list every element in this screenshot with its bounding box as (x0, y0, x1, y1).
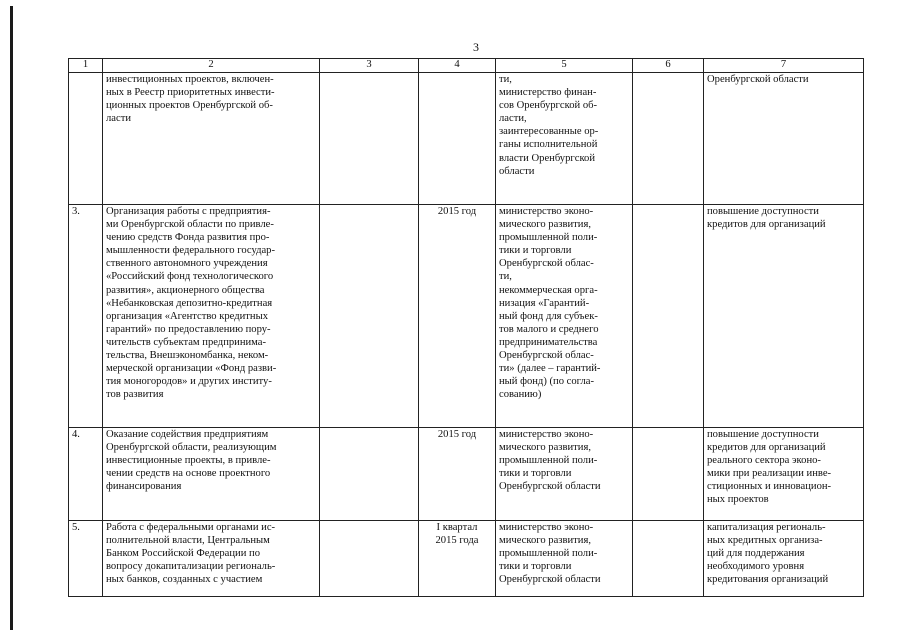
cell-col3 (320, 521, 419, 597)
cell-col6 (633, 428, 704, 521)
row-number: 5. (69, 521, 103, 597)
row-number: 4. (69, 428, 103, 521)
executors-cell (496, 521, 633, 597)
cell-col3 (320, 428, 419, 521)
header-cell-2: 2 (103, 59, 320, 73)
measures-table (68, 58, 864, 597)
term-text: 2015 год (419, 428, 496, 521)
header-row (69, 59, 864, 73)
cell-col6 (633, 73, 704, 205)
cell-col6 (633, 205, 704, 428)
row-number (69, 73, 103, 205)
header-cell-5: 5 (496, 59, 633, 73)
measure-text: Работа с федеральными органами ис- полнительной власти, Центральным Банком Российской Федерации по вопросу докапитализации региональ- ных банков, созданных с участием (106, 522, 276, 586)
measure-text: инвестиционных проектов, включен- ных в Реестр приоритетных инвести- ционных проектов Оренбургской об- ласти (103, 73, 320, 205)
cell-col3 (320, 205, 419, 428)
cell-col3 (320, 73, 419, 205)
cell-col6 (633, 521, 704, 597)
table-row (69, 205, 864, 428)
header-cell-4: 4 (419, 59, 496, 73)
term-text: 2015 год (419, 205, 496, 428)
row-number: 3. (69, 205, 103, 428)
header-cell-1: 1 (69, 59, 103, 73)
table-row (69, 73, 864, 205)
executors-text: министерство эконо- мического развития, промышленной поли- тики и торговли Оренбургской облас- ти, некоммерческая орга- низация «Гарантий- ный фонд для субъек- тов малого и среднего предпринимательства Оренбургской облас- ти» (далее – гарантий- ный фонд) (по согла- сованию) (496, 205, 633, 428)
result-cell (704, 521, 864, 597)
header-cell-6: 6 (633, 59, 704, 73)
header-cell-7: 7 (704, 59, 864, 73)
table-row (69, 428, 864, 521)
left-margin-bar (10, 6, 13, 630)
result-text: повышение доступности кредитов для организаций (704, 205, 864, 428)
result-text: Оренбургской области (704, 73, 864, 205)
measure-text: Организация работы с предприятия- ми Оренбургской области по привле- чению средств Фонда развития про- мышленности федерального государ- ственного автономного учреждения «Российский фонд технологического развития», акционерного общества «Небанковская депозитно-кредитная организация «Агентство кредитных гарантий» по предоставлению пору- чительств субъектам предпринима- тельства, Внешэкономбанка, неком- мерческой организации «Фонд разви- тия моногородов» и других институ- тов развития (103, 205, 320, 428)
page-number: 3 (473, 40, 479, 54)
measure-text: Оказание содействия предприятиям Оренбургской области, реализующим инвестиционные проекты, в привле- чении средств на основе проектного финансирования (103, 428, 320, 521)
executors-text: ти, министерство финан- сов Оренбургской об- ласти, заинтересованные ор- ганы исполнительной власти Оренбургской области (496, 73, 633, 205)
measure-cell (103, 521, 320, 597)
result-text: повышение доступности кредитов для организаций реального сектора эконо- мики при реализации инве- стиционных и инновацион- ных проектов (704, 428, 864, 521)
result-text: капитализация региональ- ных кредитных организа- ций для поддержания необходимого уровня кредитования организаций (707, 522, 829, 586)
term-text (419, 73, 496, 205)
term-text: I квартал 2015 года (419, 521, 496, 597)
header-cell-3: 3 (320, 59, 419, 73)
executors-text: министерство эконо- мического развития, промышленной поли- тики и торговли Оренбургской области (496, 428, 633, 521)
table-row (69, 521, 864, 597)
executors-text: министерство эконо- мического развития, промышленной поли- тики и торговли Оренбургской области (499, 522, 601, 586)
